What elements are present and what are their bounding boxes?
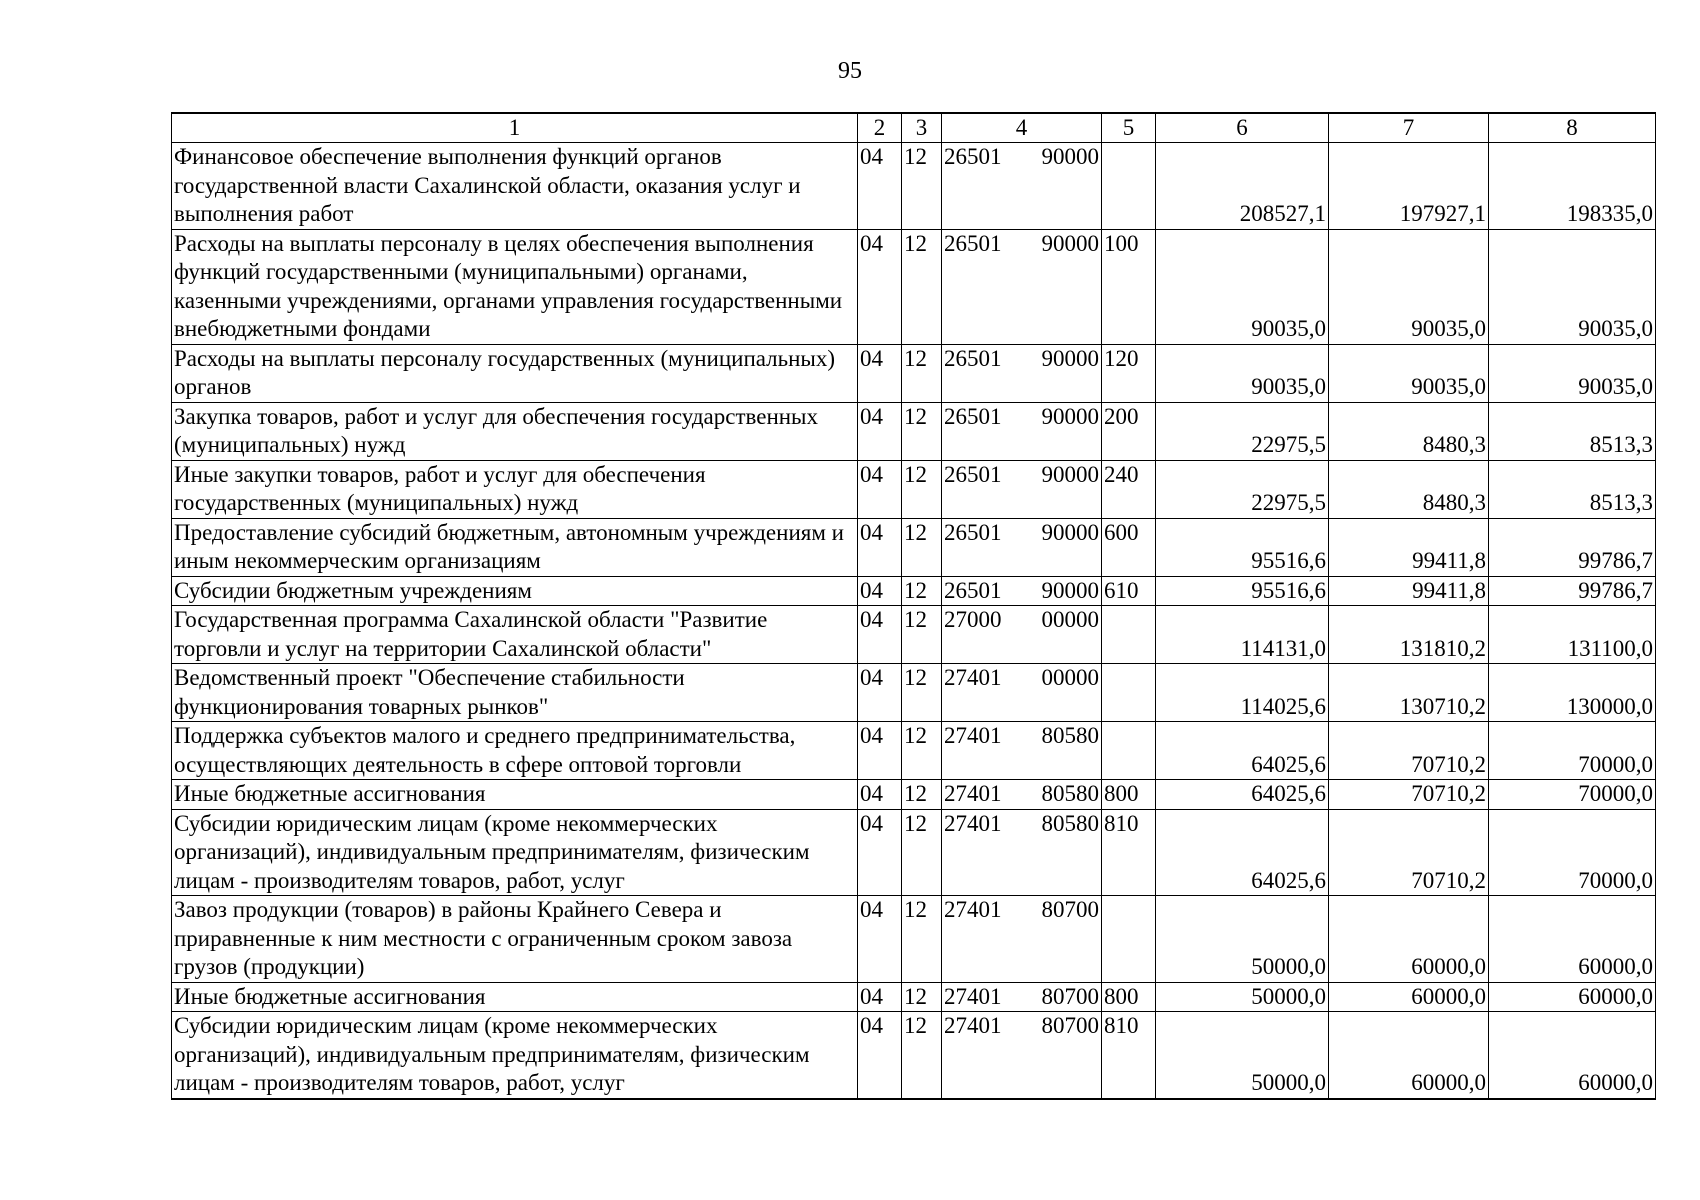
- column-header: 1: [172, 113, 858, 143]
- amount-col7-cell: 70710,2: [1329, 780, 1489, 810]
- table-row: [172, 460, 1656, 518]
- amount-col8-cell: 99786,7: [1489, 576, 1656, 606]
- amount-col7-cell: 90035,0: [1329, 229, 1489, 344]
- expense-type-cell: [1102, 606, 1156, 664]
- amount-col6-cell: 114025,6: [1156, 664, 1329, 722]
- target-article-program: 27401: [944, 810, 1002, 836]
- table-row: [172, 606, 1656, 664]
- section-code-cell: 04: [858, 460, 902, 518]
- amount-col8-cell: 90035,0: [1489, 229, 1656, 344]
- section-code-cell: 04: [858, 606, 902, 664]
- target-article-direction: 90000: [1041, 230, 1099, 256]
- target-article-direction: 00000: [1041, 607, 1099, 632]
- section-code-cell: 04: [858, 229, 902, 344]
- section-code-cell: 04: [858, 143, 902, 230]
- target-article-direction: 80580: [1041, 810, 1099, 836]
- amount-col7-cell: 197927,1: [1329, 143, 1489, 230]
- amount-col7-cell: 130710,2: [1329, 664, 1489, 722]
- column-header: 8: [1489, 113, 1656, 143]
- column-header: 4: [942, 113, 1102, 143]
- amount-col8-cell: 90035,0: [1489, 344, 1656, 402]
- expense-type-cell: 810: [1102, 1012, 1156, 1099]
- expense-type-cell: 240: [1102, 460, 1156, 518]
- target-article-direction: 90000: [1041, 345, 1099, 371]
- target-article-cell: [942, 1012, 1102, 1099]
- target-article-cell: [942, 460, 1102, 518]
- section-code-cell: 04: [858, 576, 902, 606]
- subsection-code-cell: 12: [902, 576, 942, 606]
- target-article-program: 26501: [944, 461, 1002, 487]
- table-row: [172, 664, 1656, 722]
- target-article-direction: 80700: [1041, 1013, 1099, 1038]
- target-article-program: 26501: [944, 577, 1002, 603]
- expense-type-cell: 610: [1102, 576, 1156, 606]
- amount-col8-cell: 198335,0: [1489, 143, 1656, 230]
- table-row: [172, 722, 1656, 780]
- section-code-cell: 04: [858, 722, 902, 780]
- table-row: [172, 809, 1656, 896]
- amount-col7-cell: 90035,0: [1329, 344, 1489, 402]
- target-article-program: 27000: [944, 607, 1002, 632]
- page-number: 95: [838, 58, 862, 84]
- target-article-cell: [942, 982, 1102, 1012]
- expense-type-cell: 100: [1102, 229, 1156, 344]
- expense-type-cell: 810: [1102, 809, 1156, 896]
- subsection-code-cell: 12: [902, 722, 942, 780]
- row-name-cell: Завоз продукции (товаров) в районы Крайнего Севера и приравненные к ним местности с ограниченным сроком завоза грузов (продукции): [172, 896, 858, 983]
- subsection-code-cell: 12: [902, 896, 942, 983]
- row-name-cell: Иные закупки товаров, работ и услуг для обеспечения государственных (муниципальных) нужд: [172, 460, 858, 518]
- expense-type-cell: [1102, 664, 1156, 722]
- amount-col8-cell: 130000,0: [1489, 664, 1656, 722]
- target-article-direction: 90000: [1041, 461, 1099, 487]
- expense-type-cell: 120: [1102, 344, 1156, 402]
- target-article-program: 27401: [944, 723, 1002, 748]
- section-code-cell: 04: [858, 809, 902, 896]
- target-article-program: 27401: [944, 897, 1002, 922]
- budget-table: [171, 112, 1656, 1100]
- table-header-row: [172, 113, 1656, 143]
- subsection-code-cell: 12: [902, 402, 942, 460]
- target-article-cell: [942, 402, 1102, 460]
- target-article-program: 26501: [944, 345, 1002, 371]
- expense-type-cell: [1102, 722, 1156, 780]
- amount-col8-cell: 70000,0: [1489, 780, 1656, 810]
- amount-col6-cell: 50000,0: [1156, 896, 1329, 983]
- amount-col7-cell: 8480,3: [1329, 402, 1489, 460]
- table-row: [172, 982, 1656, 1012]
- section-code-cell: 04: [858, 344, 902, 402]
- amount-col6-cell: 50000,0: [1156, 982, 1329, 1012]
- amount-col6-cell: 95516,6: [1156, 518, 1329, 576]
- subsection-code-cell: 12: [902, 664, 942, 722]
- section-code-cell: 04: [858, 664, 902, 722]
- target-article-direction: 80700: [1041, 897, 1099, 922]
- section-code-cell: 04: [858, 402, 902, 460]
- subsection-code-cell: 12: [902, 518, 942, 576]
- amount-col6-cell: 22975,5: [1156, 402, 1329, 460]
- amount-col7-cell: 8480,3: [1329, 460, 1489, 518]
- amount-col6-cell: 64025,6: [1156, 722, 1329, 780]
- table-row: [172, 518, 1656, 576]
- amount-col8-cell: 60000,0: [1489, 896, 1656, 983]
- table-row: [172, 896, 1656, 983]
- row-name-cell: Финансовое обеспечение выполнения функций органов государственной власти Сахалинской области, оказания услуг и выполнения работ: [172, 143, 858, 230]
- row-name-cell: Субсидии бюджетным учреждениям: [172, 576, 858, 606]
- amount-col7-cell: 60000,0: [1329, 982, 1489, 1012]
- row-name-cell: Иные бюджетные ассигнования: [172, 982, 858, 1012]
- target-article-cell: [942, 606, 1102, 664]
- row-name-cell: Поддержка субъектов малого и среднего предпринимательства, осуществляющих деятельность в сфере оптовой торговли: [172, 722, 858, 780]
- target-article-cell: [942, 344, 1102, 402]
- target-article-cell: [942, 896, 1102, 983]
- subsection-code-cell: 12: [902, 780, 942, 810]
- amount-col6-cell: 64025,6: [1156, 809, 1329, 896]
- target-article-direction: 90000: [1041, 577, 1099, 603]
- target-article-direction: 80580: [1041, 723, 1099, 748]
- amount-col8-cell: 99786,7: [1489, 518, 1656, 576]
- row-name-cell: Закупка товаров, работ и услуг для обеспечения государственных (муниципальных) нужд: [172, 402, 858, 460]
- target-article-program: 27401: [944, 665, 1002, 690]
- target-article-cell: [942, 809, 1102, 896]
- target-article-direction: 00000: [1041, 665, 1099, 690]
- amount-col7-cell: 99411,8: [1329, 576, 1489, 606]
- column-header: 5: [1102, 113, 1156, 143]
- amount-col7-cell: 70710,2: [1329, 809, 1489, 896]
- row-name-cell: Расходы на выплаты персоналу в целях обеспечения выполнения функций государственными (муниципальными) органами, казенными учреждениями, органами управления государственными внебюджетными фондами: [172, 229, 858, 344]
- subsection-code-cell: 12: [902, 809, 942, 896]
- target-article-direction: 80580: [1041, 781, 1099, 806]
- target-article-program: 26501: [944, 519, 1002, 545]
- amount-col7-cell: 60000,0: [1329, 1012, 1489, 1099]
- target-article-direction: 90000: [1041, 403, 1099, 429]
- expense-type-cell: 800: [1102, 982, 1156, 1012]
- amount-col7-cell: 60000,0: [1329, 896, 1489, 983]
- table-row: [172, 229, 1656, 344]
- table-row: [172, 143, 1656, 230]
- target-article-cell: [942, 722, 1102, 780]
- expense-type-cell: [1102, 143, 1156, 230]
- target-article-program: 27401: [944, 1013, 1002, 1038]
- amount-col6-cell: 95516,6: [1156, 576, 1329, 606]
- target-article-direction: 80700: [1041, 983, 1099, 1009]
- subsection-code-cell: 12: [902, 344, 942, 402]
- target-article-program: 26501: [944, 144, 1002, 169]
- subsection-code-cell: 12: [902, 982, 942, 1012]
- amount-col6-cell: 90035,0: [1156, 344, 1329, 402]
- subsection-code-cell: 12: [902, 1012, 942, 1099]
- target-article-program: 27401: [944, 781, 1002, 806]
- amount-col6-cell: 64025,6: [1156, 780, 1329, 810]
- column-header: 3: [902, 113, 942, 143]
- amount-col6-cell: 50000,0: [1156, 1012, 1329, 1099]
- section-code-cell: 04: [858, 982, 902, 1012]
- target-article-cell: [942, 576, 1102, 606]
- column-header: 7: [1329, 113, 1489, 143]
- target-article-cell: [942, 143, 1102, 230]
- amount-col8-cell: 60000,0: [1489, 982, 1656, 1012]
- target-article-direction: 90000: [1041, 519, 1099, 545]
- amount-col8-cell: 70000,0: [1489, 722, 1656, 780]
- section-code-cell: 04: [858, 518, 902, 576]
- subsection-code-cell: 12: [902, 229, 942, 344]
- row-name-cell: Субсидии юридическим лицам (кроме некоммерческих организаций), индивидуальным предпринимателям, физическим лицам - производителям товаров, работ, услуг: [172, 1012, 858, 1099]
- row-name-cell: Иные бюджетные ассигнования: [172, 780, 858, 810]
- table-row: [172, 780, 1656, 810]
- table-row: [172, 576, 1656, 606]
- subsection-code-cell: 12: [902, 143, 942, 230]
- target-article-cell: [942, 780, 1102, 810]
- target-article-direction: 90000: [1041, 144, 1099, 169]
- amount-col6-cell: 208527,1: [1156, 143, 1329, 230]
- row-name-cell: Субсидии юридическим лицам (кроме некоммерческих организаций), индивидуальным предпринимателям, физическим лицам - производителям товаров, работ, услуг: [172, 809, 858, 896]
- table-row: [172, 402, 1656, 460]
- amount-col8-cell: 60000,0: [1489, 1012, 1656, 1099]
- expense-type-cell: 800: [1102, 780, 1156, 810]
- section-code-cell: 04: [858, 1012, 902, 1099]
- row-name-cell: Предоставление субсидий бюджетным, автономным учреждениям и иным некоммерческим организациям: [172, 518, 858, 576]
- amount-col8-cell: 8513,3: [1489, 460, 1656, 518]
- column-header: 2: [858, 113, 902, 143]
- amount-col6-cell: 90035,0: [1156, 229, 1329, 344]
- row-name-cell: Государственная программа Сахалинской области "Развитие торговли и услуг на территории Сахалинской области": [172, 606, 858, 664]
- expense-type-cell: 200: [1102, 402, 1156, 460]
- expense-type-cell: 600: [1102, 518, 1156, 576]
- subsection-code-cell: 12: [902, 606, 942, 664]
- amount-col6-cell: 22975,5: [1156, 460, 1329, 518]
- section-code-cell: 04: [858, 780, 902, 810]
- column-header: 6: [1156, 113, 1329, 143]
- amount-col7-cell: 99411,8: [1329, 518, 1489, 576]
- target-article-cell: [942, 229, 1102, 344]
- expense-type-cell: [1102, 896, 1156, 983]
- target-article-program: 27401: [944, 983, 1002, 1009]
- target-article-program: 26501: [944, 230, 1002, 256]
- amount-col8-cell: 70000,0: [1489, 809, 1656, 896]
- row-name-cell: Расходы на выплаты персоналу государственных (муниципальных) органов: [172, 344, 858, 402]
- target-article-cell: [942, 518, 1102, 576]
- amount-col7-cell: 70710,2: [1329, 722, 1489, 780]
- amount-col7-cell: 131810,2: [1329, 606, 1489, 664]
- table-row: [172, 344, 1656, 402]
- amount-col8-cell: 8513,3: [1489, 402, 1656, 460]
- row-name-cell: Ведомственный проект "Обеспечение стабильности функционирования товарных рынков": [172, 664, 858, 722]
- target-article-cell: [942, 664, 1102, 722]
- amount-col6-cell: 114131,0: [1156, 606, 1329, 664]
- table-row: [172, 1012, 1656, 1099]
- subsection-code-cell: 12: [902, 460, 942, 518]
- target-article-program: 26501: [944, 403, 1002, 429]
- section-code-cell: 04: [858, 896, 902, 983]
- amount-col8-cell: 131100,0: [1489, 606, 1656, 664]
